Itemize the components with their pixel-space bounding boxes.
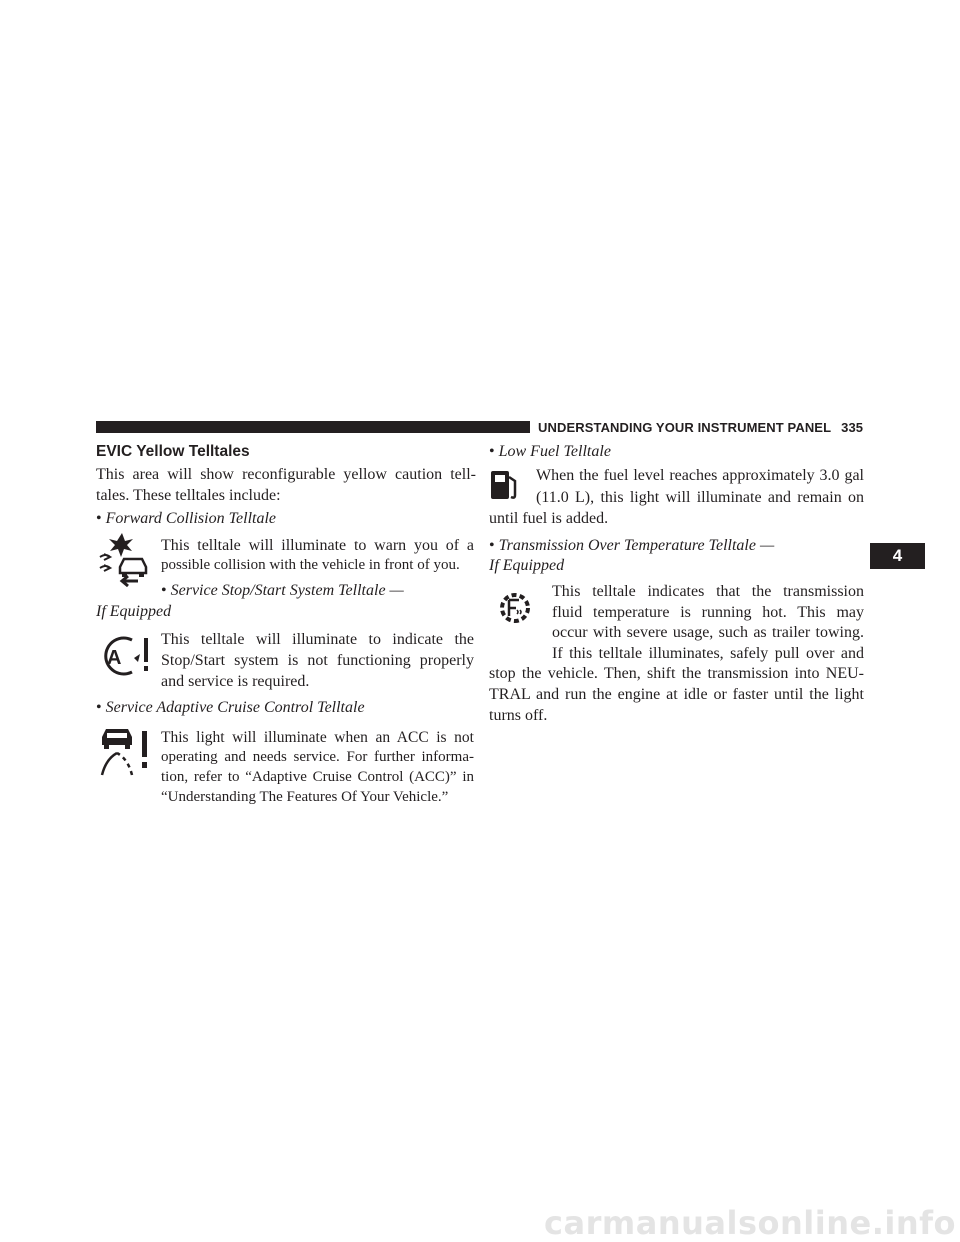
trans-line-1: This telltale indicates that the transmission xyxy=(552,583,864,600)
transmission-temperature-icon xyxy=(495,588,535,628)
stop-start-line-1: This telltale will illuminate to indicate the xyxy=(161,631,474,648)
forward-line-1: This telltale will illuminate to warn you of a xyxy=(161,537,474,554)
running-header xyxy=(538,420,863,435)
watermark-text: carmanualsonline.info xyxy=(544,1208,956,1242)
bullet-low-fuel: • Low Fuel Telltale xyxy=(489,443,611,460)
intro-line-2: tales. These telltales include: xyxy=(96,487,281,504)
transmission-continuation: If Equipped xyxy=(489,557,565,574)
trans-line-4: If this telltale illuminates, safely pull over and xyxy=(552,645,864,662)
bullet-label: Transmission Over Temperature Telltale — xyxy=(498,537,775,554)
section-heading: EVIC Yellow Telltales xyxy=(96,443,250,460)
bullet-label: Service Stop/Start System Telltale — xyxy=(170,582,404,599)
section-title: UNDERSTANDING YOUR INSTRUMENT PANEL xyxy=(538,420,832,435)
bullet-stop-start: • Service Stop/Start System Telltale — xyxy=(161,582,404,599)
trans-line-3: occur with severe usage, such as trailer towing. xyxy=(552,624,864,641)
watermark xyxy=(0,1208,960,1242)
bullet-acc: • Service Adaptive Cruise Control Telltale xyxy=(96,699,365,716)
stop-start-continuation: If Equipped xyxy=(96,603,172,620)
forward-collision-icon xyxy=(96,531,152,587)
chapter-tab: 4 xyxy=(870,543,925,569)
bullet-label: Forward Collision Telltale xyxy=(105,510,277,527)
stop-start-line-3: and service is required. xyxy=(161,673,310,690)
fuel-pump-icon xyxy=(489,467,519,503)
acc-service-icon xyxy=(96,727,152,779)
trans-line-2: fluid temperature is running hot. This may xyxy=(552,604,864,621)
svg-text:A: A xyxy=(107,647,122,669)
fuel-line-2: (11.0 L), this light will illuminate and remain on xyxy=(536,489,864,506)
trans-line-6: TRAL and run the engine at idle or faster until the light xyxy=(489,686,864,703)
acc-line-2: operating and needs service. For further informa- xyxy=(161,749,474,765)
acc-line-1: This light will illuminate when an ACC is not xyxy=(161,729,474,746)
acc-line-3: tion, refer to “Adaptive Cruise Control (ACC)” in xyxy=(161,769,474,785)
stop-start-line-2: Stop/Start system is not functioning properly xyxy=(161,652,474,669)
trans-line-5: stop the vehicle. Then, shift the transmission into NEU- xyxy=(489,665,864,682)
header-rule xyxy=(96,421,530,433)
forward-line-2: possible collision with the vehicle in front of you. xyxy=(161,557,460,573)
page-number: 335 xyxy=(841,420,864,435)
intro-line-1: This area will show reconfigurable yellow caution tell- xyxy=(96,466,476,483)
fuel-line-3: until fuel is added. xyxy=(489,510,609,527)
bullet-label: Low Fuel Telltale xyxy=(498,443,611,460)
stop-start-service-icon xyxy=(96,632,152,680)
acc-line-4: “Understanding The Features Of Your Vehicle.” xyxy=(161,789,449,805)
bullet-transmission: • Transmission Over Temperature Telltale — xyxy=(489,537,775,554)
bullet-label: Service Adaptive Cruise Control Telltale xyxy=(105,699,365,716)
bullet-forward-collision: • Forward Collision Telltale xyxy=(96,510,277,527)
fuel-line-1: When the fuel level reaches approximately 3.0 gal xyxy=(536,467,864,484)
trans-line-7: turns off. xyxy=(489,707,548,724)
